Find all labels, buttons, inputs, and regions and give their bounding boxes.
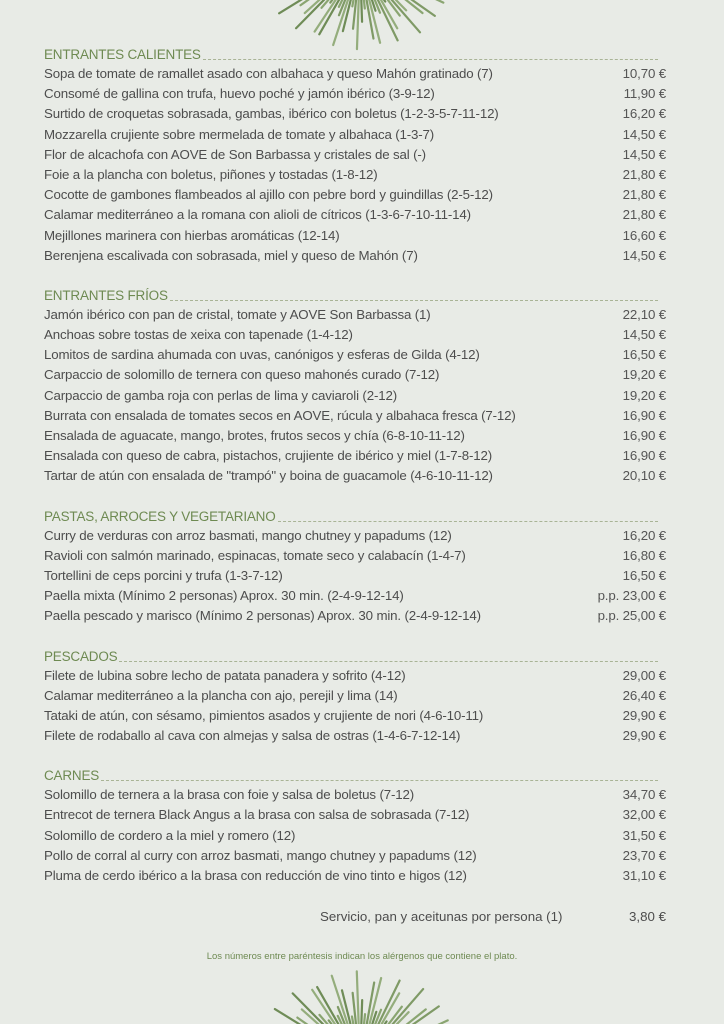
menu-item — [44, 666, 666, 686]
item-name: Filete de lubina sobre lecho de patata panadera y sofrito (4-12) — [44, 667, 406, 683]
menu-item — [44, 365, 666, 385]
palm-leaf-bottom-icon — [240, 966, 480, 1024]
item-price: 16,20 € — [622, 527, 666, 543]
item-name: Filete de rodaballo al cava con almejas y salsa de ostras (1-4-6-7-12-14) — [44, 728, 461, 744]
item-name: Tartar de atún con ensalada de "trampó" y boina de guacamole (4-6-10-11-12) — [44, 468, 493, 484]
menu-item — [44, 546, 666, 566]
item-price: 16,90 € — [622, 428, 666, 443]
item-name: Sopa de tomate de ramallet asado con albahaca y queso Mahón gratinado (7) — [44, 66, 493, 81]
menu-item — [44, 205, 666, 225]
item-price: 21,80 € — [622, 187, 666, 203]
item-name: Tortellini de ceps porcini y trufa (1-3-7-12) — [44, 567, 283, 583]
item-price: 20,10 € — [622, 468, 666, 484]
item-price: 22,10 € — [622, 306, 666, 322]
section-title: CARNES — [44, 768, 100, 784]
menu-item — [44, 386, 666, 406]
item-name: Flor de alcachofa con AOVE de Son Barbassa y cristales de sal (-) — [44, 146, 426, 162]
item-price: 16,50 € — [622, 567, 666, 583]
item-price: 21,80 € — [622, 166, 666, 182]
menu-item — [44, 826, 666, 846]
item-price: 19,20 € — [622, 387, 666, 403]
item-price: 34,70 € — [622, 787, 666, 803]
menu-item — [44, 305, 666, 325]
menu-item — [44, 64, 666, 84]
item-price: 14,50 € — [622, 126, 666, 142]
menu-item — [44, 325, 666, 345]
item-price: 16,90 € — [622, 407, 666, 423]
item-price: 19,20 € — [622, 367, 666, 383]
item-name: Ravioli con salmón marinado, espinacas, tomate seco y calabacín (1-4-7) — [44, 547, 466, 563]
menu-item — [44, 426, 666, 446]
service-price: 3,80 € — [629, 909, 666, 924]
service-label: Servicio, pan y aceitunas por persona (1) — [320, 909, 563, 924]
item-name: Solomillo de ternera a la brasa con foie y salsa de boletus (7-12) — [44, 787, 415, 803]
item-name: Ensalada con queso de cabra, pistachos, crujiente de ibérico y miel (1-7-8-12) — [44, 448, 493, 464]
section-title: PESCADOS — [44, 648, 118, 664]
item-price: 29,90 € — [622, 728, 666, 744]
menu-item — [44, 686, 666, 706]
item-name: Surtido de croquetas sobrasada, gambas, ibérico con boletus (1-2-3-5-7-11-12) — [44, 106, 499, 122]
item-price: 31,50 € — [622, 827, 666, 843]
item-name: Lomitos de sardina ahumada con uvas, canónigos y esferas de Gilda (4-12) — [44, 347, 480, 363]
item-price: 16,50 € — [622, 347, 666, 363]
item-price: 32,00 € — [622, 807, 666, 823]
section-pescados — [44, 646, 666, 747]
menu-item — [44, 706, 666, 726]
section-carnes — [44, 765, 666, 886]
item-price: 21,80 € — [622, 207, 666, 223]
section-title: PASTAS, ARROCES Y VEGETARIANO — [44, 508, 276, 524]
menu-item — [44, 345, 666, 365]
menu-item — [44, 165, 666, 185]
item-name: Curry de verduras con arroz basmati, mango chutney y papadums (12) — [44, 527, 452, 543]
menu-item — [44, 785, 666, 805]
item-price: 31,10 € — [622, 868, 666, 883]
item-name: Mozzarella crujiente sobre mermelada de tomate y albahaca (1-3-7) — [44, 126, 435, 142]
item-price: 14,50 € — [622, 247, 666, 263]
item-price: 11,90 € — [623, 86, 666, 102]
menu-item — [44, 846, 666, 866]
menu-item — [44, 606, 666, 626]
item-name: Mejillones marinera con hierbas aromáticas (12-14) — [44, 227, 340, 243]
section-divider — [203, 58, 658, 60]
menu-item — [44, 866, 666, 886]
item-name: Paella pescado y marisco (Mínimo 2 personas) Aprox. 30 min. (2-4-9-12-14) — [44, 608, 481, 624]
item-name: Pluma de cerdo ibérico a la brasa con reducción de vino tinto e higos (12) — [44, 868, 467, 883]
item-price: 16,90 € — [622, 448, 666, 464]
item-name: Jamón ibérico con pan de cristal, tomate y AOVE Son Barbassa (1) — [44, 306, 431, 322]
item-name: Solomillo de cordero a la miel y romero (12) — [44, 827, 296, 843]
section-divider — [278, 520, 658, 522]
menu-item — [44, 526, 666, 546]
section-divider — [170, 299, 658, 301]
item-name: Cocotte de gambones flambeados al ajillo con pebre bord y guindillas (2-5-12) — [44, 187, 493, 203]
menu-item — [44, 246, 666, 266]
menu-item — [44, 726, 666, 746]
menu-item — [44, 226, 666, 246]
item-name: Berenjena escalivada con sobrasada, miel y queso de Mahón (7) — [44, 247, 418, 263]
section-entrantes-calientes — [44, 44, 666, 266]
section-divider — [101, 779, 658, 781]
item-price: 14,50 € — [622, 146, 666, 162]
menu-item — [44, 406, 666, 426]
item-price: 16,20 € — [622, 106, 666, 122]
service-charge — [320, 909, 666, 924]
item-name: Tataki de atún, con sésamo, pimientos asados y crujiente de nori (4-6-10-11) — [44, 707, 484, 723]
menu — [44, 44, 666, 905]
allergen-footnote: Los números entre paréntesis indican los alérgenos que contiene el plato. — [206, 951, 518, 962]
item-name: Pollo de corral al curry con arroz basmati, mango chutney y papadums (12) — [44, 847, 477, 863]
section-pastas-arroces — [44, 506, 666, 627]
item-price: 23,70 € — [622, 847, 666, 863]
menu-item — [44, 145, 666, 165]
item-name: Paella mixta (Mínimo 2 personas) Aprox. 30 min. (2-4-9-12-14) — [44, 588, 404, 604]
section-title: ENTRANTES CALIENTES — [44, 47, 201, 62]
menu-item — [44, 566, 666, 586]
item-name: Ensalada de aguacate, mango, brotes, frutos secos y chía (6-8-10-11-12) — [44, 428, 465, 443]
menu-item — [44, 586, 666, 606]
item-price: 29,00 € — [622, 667, 666, 683]
item-name: Consomé de gallina con trufa, huevo poché y jamón ibérico (3-9-12) — [44, 86, 435, 102]
item-name: Calamar mediterráneo a la plancha con ajo, perejil y lima (14) — [44, 687, 398, 703]
menu-item — [44, 805, 666, 825]
menu-item — [44, 84, 666, 104]
section-entrantes-frios — [44, 285, 666, 487]
item-price: 26,40 € — [622, 687, 666, 703]
menu-item — [44, 446, 666, 466]
item-name: Burrata con ensalada de tomates secos en AOVE, rúcula y albahaca fresca (7-12) — [44, 407, 516, 423]
item-name: Calamar mediterráneo a la romana con alioli de cítricos (1-3-6-7-10-11-14) — [44, 207, 471, 223]
item-price: p.p. 23,00 € — [597, 588, 666, 604]
item-name: Anchoas sobre tostas de xeixa con tapenade (1-4-12) — [44, 327, 353, 343]
item-price: 16,80 € — [622, 547, 666, 563]
item-name: Carpaccio de gamba roja con perlas de lima y caviaroli (2-12) — [44, 387, 397, 403]
item-name: Entrecot de ternera Black Angus a la brasa con salsa de sobrasada (7-12) — [44, 807, 470, 823]
item-price: 10,70 € — [622, 66, 666, 81]
item-name: Foie a la plancha con boletus, piñones y tostadas (1-8-12) — [44, 166, 378, 182]
menu-item — [44, 125, 666, 145]
menu-item — [44, 185, 666, 205]
item-price: 14,50 € — [622, 327, 666, 343]
item-price: p.p. 25,00 € — [597, 608, 666, 624]
menu-item — [44, 466, 666, 486]
section-divider — [119, 660, 658, 662]
item-name: Carpaccio de solomillo de ternera con queso mahonés curado (7-12) — [44, 367, 440, 383]
menu-item — [44, 104, 666, 124]
item-price: 29,90 € — [622, 707, 666, 723]
section-title: ENTRANTES FRÍOS — [44, 287, 168, 303]
item-price: 16,60 € — [622, 227, 666, 243]
